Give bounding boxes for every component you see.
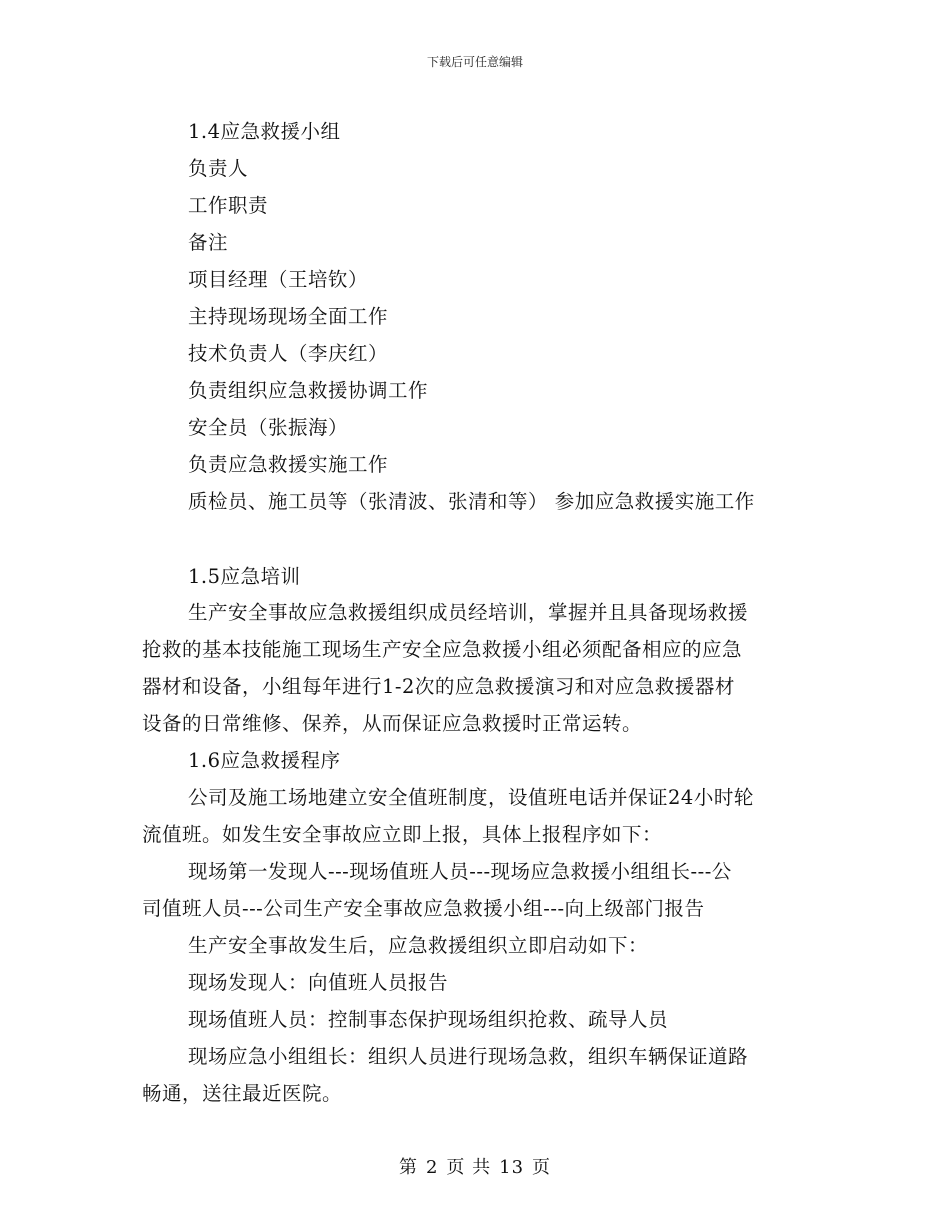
list-item: 负责人 xyxy=(188,157,249,180)
list-item: 负责组织应急救援协调工作 xyxy=(188,379,429,402)
list-item: 质检员、施工员等（张清波、张清和等） 参加应急救援实施工作 xyxy=(188,490,755,513)
paragraph-line: 现场第一发现人---现场值班人员---现场应急救援小组组长---公 xyxy=(188,860,732,883)
paragraph-line: 畅通，送往最近医院。 xyxy=(142,1082,343,1105)
page-footer xyxy=(0,1153,950,1179)
footer-middle: 页 共 xyxy=(446,1157,492,1178)
footer-page-number: 2 xyxy=(425,1157,439,1178)
section-heading-1-6: 1.6应急救援程序 xyxy=(188,749,341,772)
paragraph-line: 生产安全事故应急救援组织成员经培训，掌握并且具备现场救援 xyxy=(188,601,749,624)
paragraph-line: 公司及施工场地建立安全值班制度，设值班电话并保证24小时轮 xyxy=(188,786,754,809)
list-item: 安全员（张振海） xyxy=(188,416,349,439)
paragraph-line: 设备的日常维修、保养，从而保证应急救援时正常运转。 xyxy=(142,712,643,735)
list-item: 主持现场现场全面工作 xyxy=(188,305,389,328)
page-header: 下载后可任意编辑 xyxy=(426,55,523,69)
footer-prefix: 第 xyxy=(398,1157,418,1178)
footer-total-pages: 13 xyxy=(499,1157,525,1178)
paragraph-line: 生产安全事故发生后，应急救援组织立即启动如下： xyxy=(188,934,649,957)
paragraph-line: 流值班。如发生安全事故应立即上报，具体上报程序如下： xyxy=(142,823,663,846)
paragraph-line: 现场应急小组组长：组织人员进行现场急救，组织车辆保证道路 xyxy=(188,1045,749,1068)
paragraph-line: 现场发现人：向值班人员报告 xyxy=(188,971,449,994)
paragraph-line: 司值班人员---公司生产安全事故应急救援小组---向上级部门报告 xyxy=(142,897,705,920)
paragraph-line: 抢救的基本技能施工现场生产安全应急救援小组必须配备相应的应急 xyxy=(142,638,743,661)
list-item: 负责应急救援实施工作 xyxy=(188,453,389,476)
list-item: 技术负责人（李庆红） xyxy=(188,342,389,365)
section-heading-1-4: 1.4应急救援小组 xyxy=(188,120,341,143)
list-item: 备注 xyxy=(188,231,229,254)
paragraph-line: 器材和设备，小组每年进行1-2次的应急救援演习和对应急救援器材 xyxy=(142,675,735,698)
section-heading-1-5: 1.5应急培训 xyxy=(188,565,301,588)
list-item: 项目经理（王培钦） xyxy=(188,268,369,291)
list-item: 工作职责 xyxy=(188,194,269,217)
paragraph-line: 现场值班人员：控制事态保护现场组织抢救、疏导人员 xyxy=(188,1008,669,1031)
footer-suffix: 页 xyxy=(532,1157,552,1178)
